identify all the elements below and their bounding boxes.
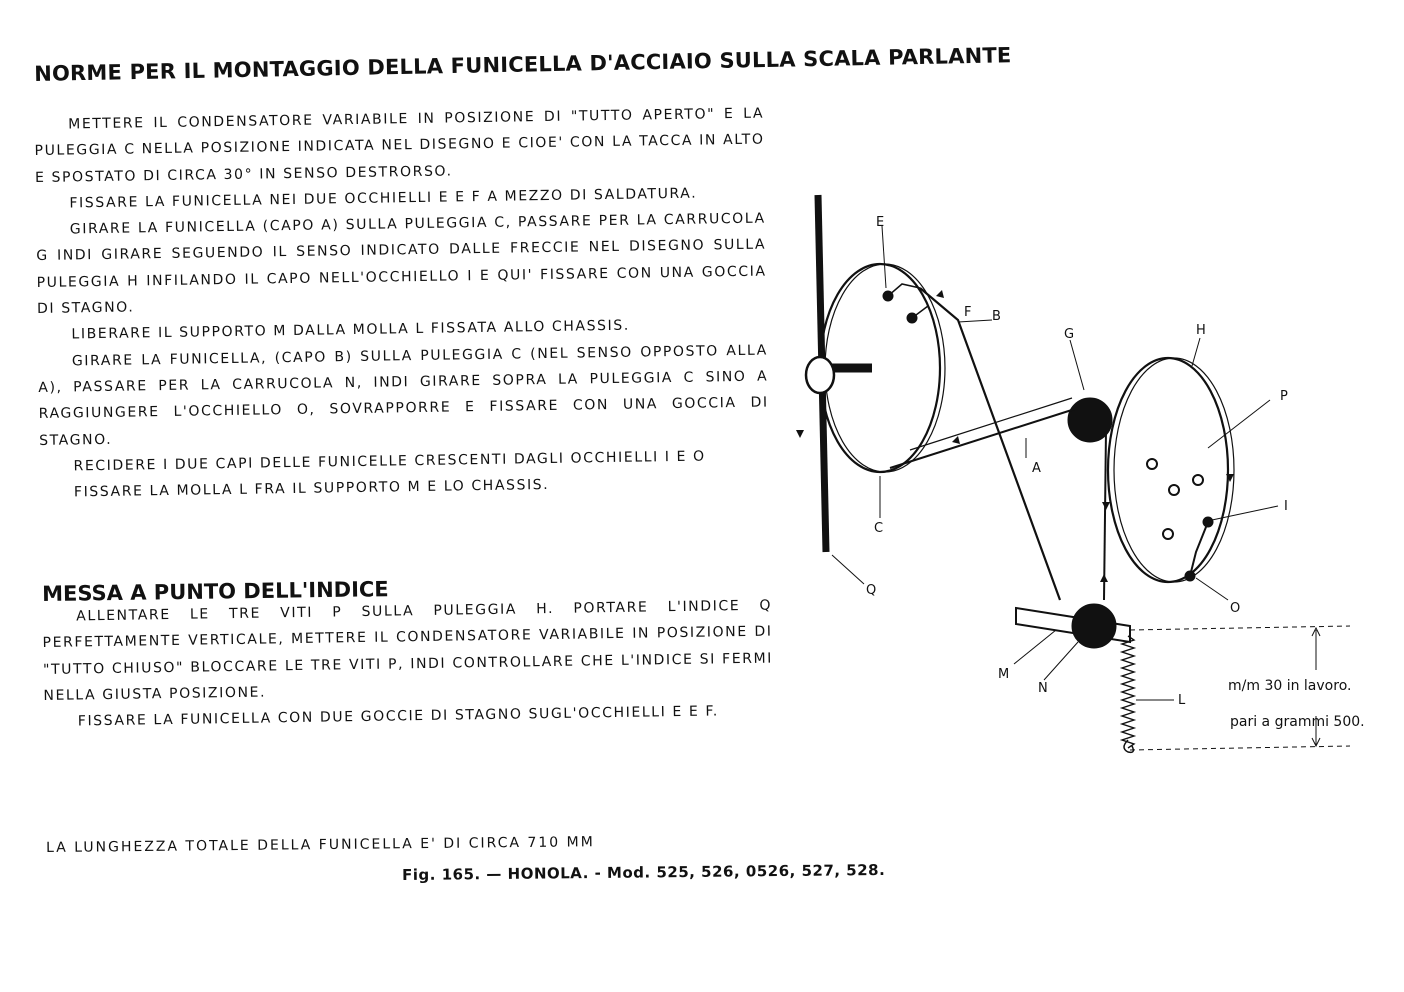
paragraph: RECIDERE I DUE CAPI DELLE FUNICELLE CRESCENTI DAGLI OCCHIELLI I E O (73, 448, 706, 475)
cable-a (890, 408, 1078, 468)
label-l: L (1178, 693, 1186, 708)
figure-caption: Fig. 165. — HONOLA. - Mod. 525, 526, 0526, 527, 528. (402, 860, 886, 884)
paragraph: FISSARE LA FUNICELLA NEI DUE OCCHIELLI E E F A MEZZO DI SALDATURA. (69, 185, 698, 212)
paragraph: GIRARE LA FUNICELLA (CAPO A) SULLA PULEGGIA C, PASSARE PER LA CARRUCOLA G INDI GIRARE SEGUENDO IL SENSO INDICATO DALLE FRECCIE NEL DISEGNO SULLA PULEGGIA H INFILANDO IL CAPO NELL'OCCHIELLO I E QUI' FISSARE CON UNA GOCCIA DI STAGNO. (36, 210, 767, 318)
pulley-n (1072, 604, 1116, 648)
cable-a-top (910, 398, 1072, 450)
label-i: I (1284, 499, 1288, 514)
paragraph: LIBERARE IL SUPPORTO M DALLA MOLLA L FISSATA ALLO CHASSIS. (71, 318, 630, 343)
screw-p (1147, 459, 1157, 469)
spring-load-annotation: m/m 30 in lavoro. (1228, 678, 1352, 694)
paragraph: GIRARE LA FUNICELLA, (CAPO B) SULLA PULEGGIA C (NEL SENSO OPPOSTO ALLA A), PASSARE PER LA CARRUCOLA N, INDI GIRARE SOPRA LA PULEGGIA C SINO A RAGGIUNGERE L'OCCHIELLO O, SOVRAPPORRE E FISSARE CON UNA GOCCIA DI STAGNO. (38, 342, 769, 449)
label-a: A (1032, 461, 1041, 476)
paragraph: ALLENTARE LE TRE VITI P SULLA PULEGGIA H. PORTARE L'INDICE Q PERFETTAMENTE VERTICALE, METTERE IL CONDENSATORE VARIABILE IN POSIZIONE DI "TUTTO CHIUSO" BLOCCARE LE TRE VITI P, INDI CONTROLLARE CHE L'INDICE SI FERMI NELLA GIUSTA POSIZIONE. (42, 597, 774, 704)
spring-l (1122, 636, 1134, 748)
label-h: H (1196, 323, 1206, 338)
label-c: C (874, 521, 884, 536)
section-title: MESSA A PUNTO DELL'INDICE (42, 577, 389, 606)
label-p: P (1280, 389, 1288, 404)
pulley-diagram (760, 180, 1400, 770)
spring-weight-annotation: pari a grammi 500. (1230, 714, 1365, 730)
label-e: E (876, 215, 885, 230)
cable-b (920, 288, 1060, 600)
pulley-c-hub (806, 357, 834, 393)
label-f: F (964, 305, 972, 320)
label-n: N (1038, 681, 1048, 696)
pulley-h (1108, 358, 1228, 582)
indicator-adjustment-block (42, 593, 774, 736)
label-b: B (992, 309, 1001, 324)
label-m: M (998, 667, 1010, 682)
pulley-h-rim (1114, 358, 1234, 582)
label-g: G (1064, 327, 1075, 342)
label-o: O (1230, 601, 1241, 616)
paragraph: METTERE IL CONDENSATORE VARIABILE IN POSIZIONE DI "TUTTO APERTO" E LA PULEGGIA C NELLA POSIZIONE INDICATA NEL DISEGNO E CIOE' CON LA TACCA IN ALTO E SPOSTATO DI CIRCA 30° IN SENSO DESTRORSO. (34, 105, 765, 186)
screw-p (1193, 475, 1203, 485)
screw-p (1163, 529, 1173, 539)
paragraph: FISSARE LA FUNICELLA CON DUE GOCCIE DI STAGNO SUGL'OCCHIELLI E E F. (77, 703, 719, 730)
cable-h-side (1104, 430, 1106, 600)
document-title: NORME PER IL MONTAGGIO DELLA FUNICELLA D'ACCIAIO SULLA SCALA PARLANTE (34, 43, 1012, 86)
paragraph: FISSARE LA MOLLA L FRA IL SUPPORTO M E LO CHASSIS. (73, 477, 550, 501)
total-length-note: LA LUNGHEZZA TOTALE DELLA FUNICELLA E' DI CIRCA 710 MM (46, 834, 595, 856)
screw-p (1169, 485, 1179, 495)
instructions-block (34, 101, 770, 507)
label-q: Q (866, 583, 877, 598)
